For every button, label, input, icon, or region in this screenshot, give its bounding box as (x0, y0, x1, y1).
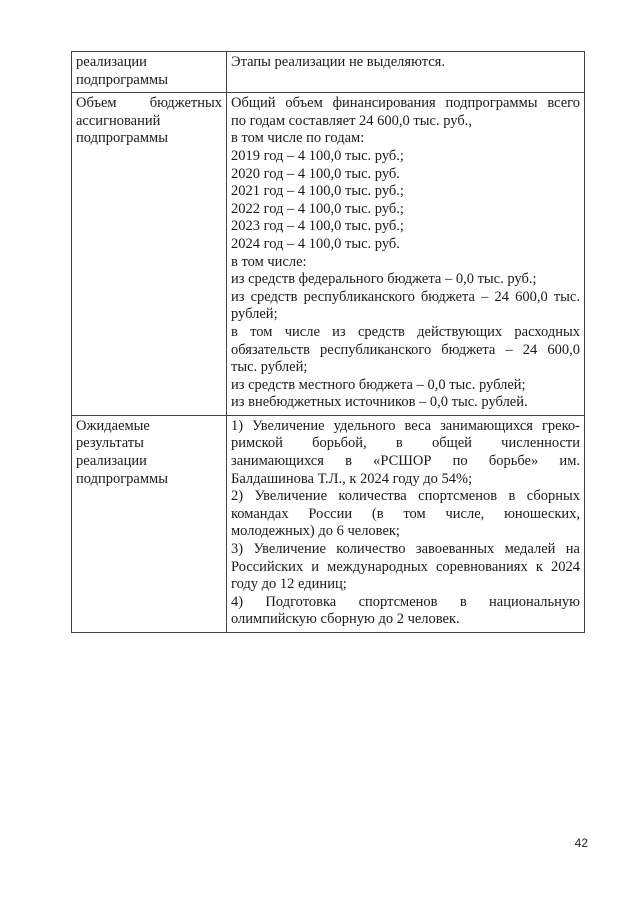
content-line: 2) Увеличение количества спортсменов в сборных (231, 488, 580, 505)
content-line: 3) Увеличение количество завоеванных медалей на (231, 541, 580, 558)
table-row-budget-allocations (72, 93, 585, 416)
content-line: рублей; (231, 306, 278, 323)
content-line: 2020 год – 4 100,0 тыс. руб. (231, 165, 400, 182)
content-line: из средств республиканского бюджета – 24 600,0 тыс. (231, 288, 580, 305)
label-line: реализации (76, 54, 147, 70)
table-row-implementation-stages (72, 52, 585, 93)
content-line: по годам составляет 24 600,0 тыс. руб., (231, 112, 472, 129)
content-line: 2021 год – 4 100,0 тыс. руб.; (231, 183, 404, 200)
content-line: 2022 год – 4 100,0 тыс. руб.; (231, 200, 404, 217)
content-line: тыс. рублей; (231, 359, 308, 376)
content-line: 1) Увеличение удельного веса занимающихся греко- (231, 417, 580, 434)
label-line: Ожидаемые (76, 417, 150, 434)
label-line: подпрограммы (76, 470, 168, 487)
content-line: 2019 год – 4 100,0 тыс. руб.; (231, 147, 404, 164)
label-line: подпрограммы (76, 130, 168, 147)
row-label-cell (72, 52, 227, 93)
content-line: 4) Подготовка спортсменов в национальную (231, 593, 580, 610)
row-label-cell (72, 93, 227, 416)
content-line: в том числе: (231, 253, 307, 270)
row-content-cell (227, 415, 585, 632)
content-line: из средств федерального бюджета – 0,0 тыс. руб.; (231, 271, 537, 288)
content-line: обязательств республиканского бюджета – 24 600,0 (231, 341, 580, 358)
content-line: римской борьбой, в общей численности (231, 435, 580, 452)
row-label-cell (72, 415, 227, 632)
content-line: Этапы реализации не выделяются. (231, 54, 445, 70)
content-line: в том числе по годам: (231, 130, 365, 147)
content-line: году до 12 единиц; (231, 576, 347, 593)
content-line: 2024 год – 4 100,0 тыс. руб. (231, 235, 400, 252)
content-line: в том числе из средств действующих расходных (231, 323, 580, 340)
label-line: подпрограммы (76, 71, 168, 88)
page-number: 42 (574, 836, 588, 850)
content-line: командах России (в том числе, юношеских, (231, 505, 580, 522)
content-line: из внебюджетных источников – 0,0 тыс. рублей. (231, 394, 528, 411)
content-line: из средств местного бюджета – 0,0 тыс. рублей; (231, 376, 526, 393)
row-content-cell (227, 93, 585, 416)
content-line: молодежных) до 6 человек; (231, 523, 400, 540)
content-line: Российских и международных соревнованиях к 2024 (231, 558, 580, 575)
content-line: Общий объем финансирования подпрограммы всего (231, 95, 580, 112)
content-line: олимпийскую сборную до 2 человек. (231, 611, 460, 628)
label-line: Объем бюджетных (76, 95, 222, 112)
content-line: занимающихся в «РСШОР по борьбе» им. (231, 453, 580, 470)
subprogram-passport-table (71, 51, 585, 633)
row-content-cell (227, 52, 585, 93)
content-line: Балдашинова Т.Л., к 2024 году до 54%; (231, 470, 473, 487)
label-line: реализации (76, 453, 147, 470)
table-row-expected-results (72, 415, 585, 632)
label-line: ассигнований (76, 112, 161, 129)
label-line: результаты (76, 435, 144, 452)
content-line: 2023 год – 4 100,0 тыс. руб.; (231, 218, 404, 235)
